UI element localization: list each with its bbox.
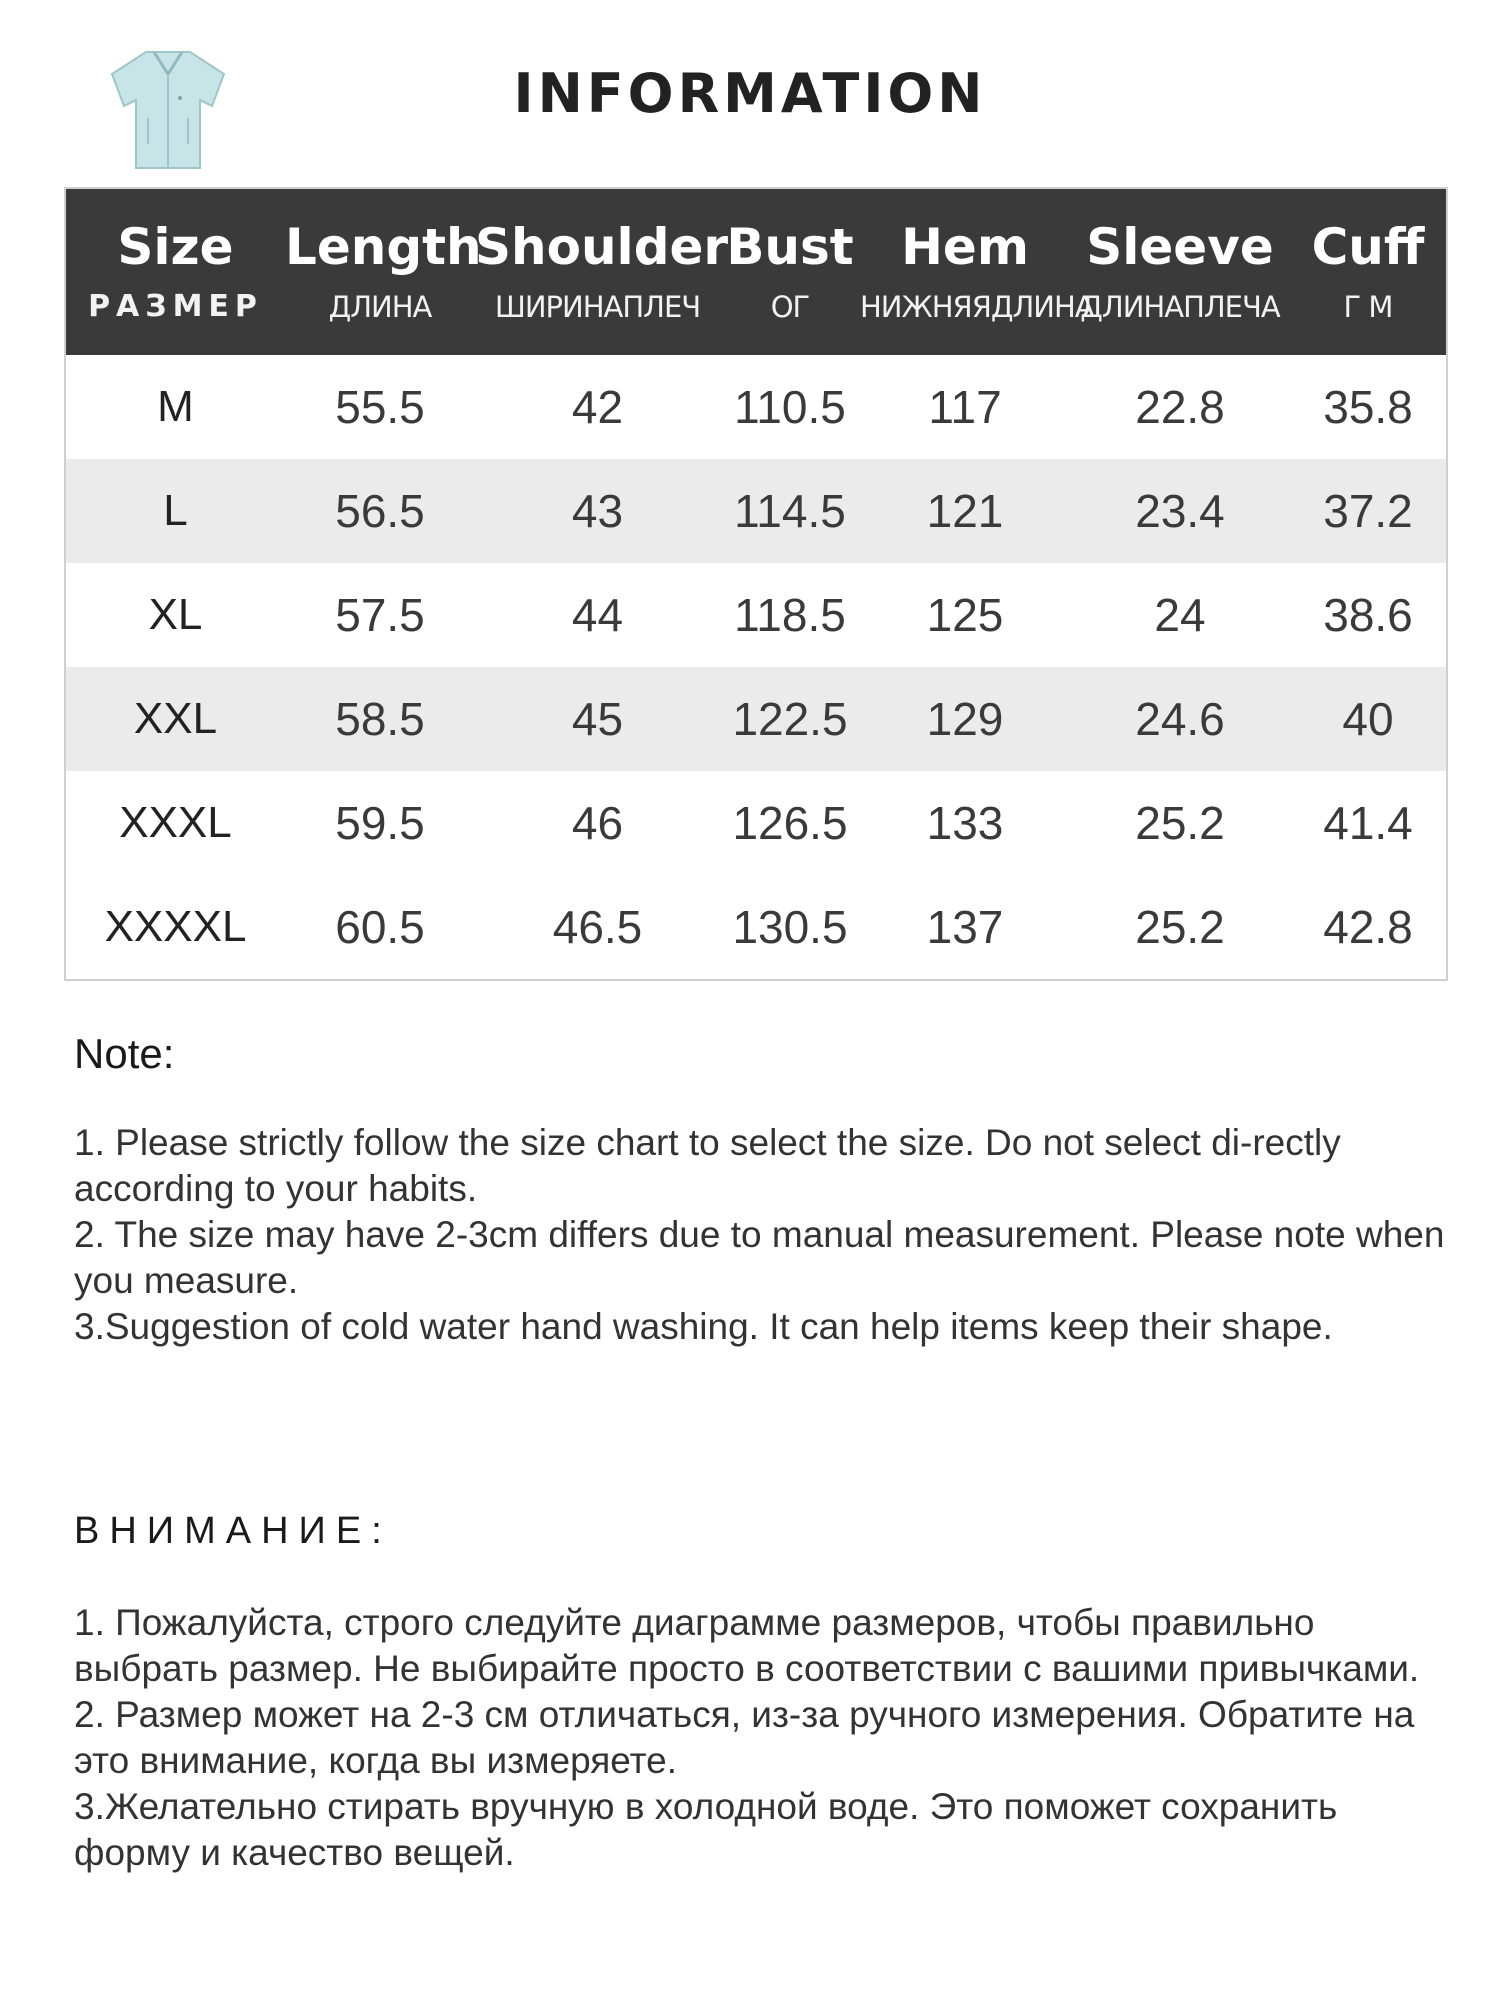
sleeve-cell: 22.8 [1135,381,1225,433]
size-cell: XXXL [119,798,232,847]
column-header-length [285,188,482,355]
shoulder-cell: 43 [571,485,624,537]
column-label-ru: ДЛИНА [328,290,432,324]
bust-cell: 114.5 [734,485,846,537]
bust-cell: 122.5 [732,693,848,745]
size-cell: XL [148,590,203,639]
table-row [65,771,1447,875]
hem-cell: 133 [926,797,1004,849]
sleeve-cell: 24 [1154,589,1206,641]
shoulder-cell: 45 [571,693,624,745]
note-item-ru: 3.Желательно стирать вручную в холодной воде. Это поможет сохранить форму и качество вещей. [74,1786,1338,1873]
bust-cell: 126.5 [732,797,848,849]
column-header-cuff [1290,188,1447,355]
cuff-cell: 42.8 [1323,901,1413,953]
table-header-row [65,188,1447,355]
sleeve-cell: 25.2 [1135,797,1225,849]
cuff-cell: 35.8 [1323,381,1413,433]
column-label-ru: РАЗМЕР [88,289,263,324]
size-cell: M [157,382,194,431]
length-cell: 56.5 [335,485,425,537]
hem-cell: 129 [926,693,1004,745]
note-list-en [74,1120,1454,1350]
column-header-shoulder [475,188,729,355]
column-label-en: Shoulder [475,218,729,276]
page-title: INFORMATION [513,62,987,125]
shoulder-cell: 44 [571,589,624,641]
size-cell: XXL [133,694,218,743]
size-chart-table [64,187,1448,981]
cuff-cell: 37.2 [1323,485,1413,537]
column-header-hem [860,188,1094,355]
note-item-ru: 1. Пожалуйста, строго следуйте диаграмме размеров, чтобы правильно выбрать размер. Не выбирайте просто в соответствии с вашими привычками. [74,1602,1420,1689]
column-label-ru: ШИРИНАПЛЕЧ [494,290,701,324]
note-item: 3.Suggestion of cold water hand washing. It can help items keep their shape. [74,1306,1333,1347]
shoulder-cell: 46 [571,797,624,849]
sleeve-cell: 24.6 [1135,693,1225,745]
bust-cell: 130.5 [732,901,848,953]
hem-cell: 137 [926,901,1004,953]
column-label-ru: ОГ [770,290,810,324]
column-label-en: Size [117,218,234,276]
bust-cell: 110.5 [734,381,846,433]
sleeve-cell: 25.2 [1135,901,1225,953]
column-label-en: Hem [901,218,1029,276]
length-cell: 59.5 [335,797,425,849]
length-cell: 57.5 [335,589,425,641]
hem-cell: 121 [926,485,1004,537]
column-label-en: Length [285,218,482,276]
cuff-cell: 38.6 [1323,589,1413,641]
length-cell: 60.5 [335,901,425,953]
column-label-en: Bust [726,218,854,276]
shoulder-cell: 46.5 [552,901,643,953]
note-heading-ru: ВНИМАНИЕ: [74,1510,392,1552]
hem-cell: 125 [926,589,1004,641]
length-cell: 55.5 [335,381,425,433]
column-header-bust [720,188,860,355]
cuff-cell: 41.4 [1323,797,1413,849]
column-label-ru: ДЛИНАПЛЕЧА [1080,290,1280,324]
table-row [65,355,1447,459]
note-item: 2. The size may have 2-3cm differs due to manual measurement. Please note when you measure. [74,1214,1445,1301]
table-row [65,563,1447,667]
column-header-sleeve [1070,188,1290,355]
size-cell: L [163,486,188,535]
shoulder-cell: 42 [571,381,624,433]
cuff-cell: 40 [1342,693,1394,745]
table-row [65,875,1447,980]
bust-cell: 118.5 [734,589,846,641]
column-label-ru: НИЖНЯЯДЛИНА [860,290,1094,324]
note-item: 1. Please strictly follow the size chart to select the size. Do not select di-rectly according to your habits. [74,1122,1341,1209]
column-label-en: Cuff [1311,218,1425,276]
table-row [65,459,1447,563]
note-item-ru: 2. Размер может на 2-3 см отличаться, из-за ручного измерения. Обратите на это внимание, когда вы измеряете. [74,1694,1415,1781]
column-header-size [65,188,285,355]
note-heading: Note: [74,1030,175,1077]
hem-cell: 117 [928,381,1002,433]
column-label-ru: Г М [1343,290,1393,324]
note-list-ru [74,1600,1454,1876]
sleeve-cell: 23.4 [1135,485,1225,537]
length-cell: 58.5 [335,693,425,745]
size-cell: XXXXL [104,902,247,951]
column-label-en: Sleeve [1086,218,1274,276]
table-row [65,667,1447,771]
